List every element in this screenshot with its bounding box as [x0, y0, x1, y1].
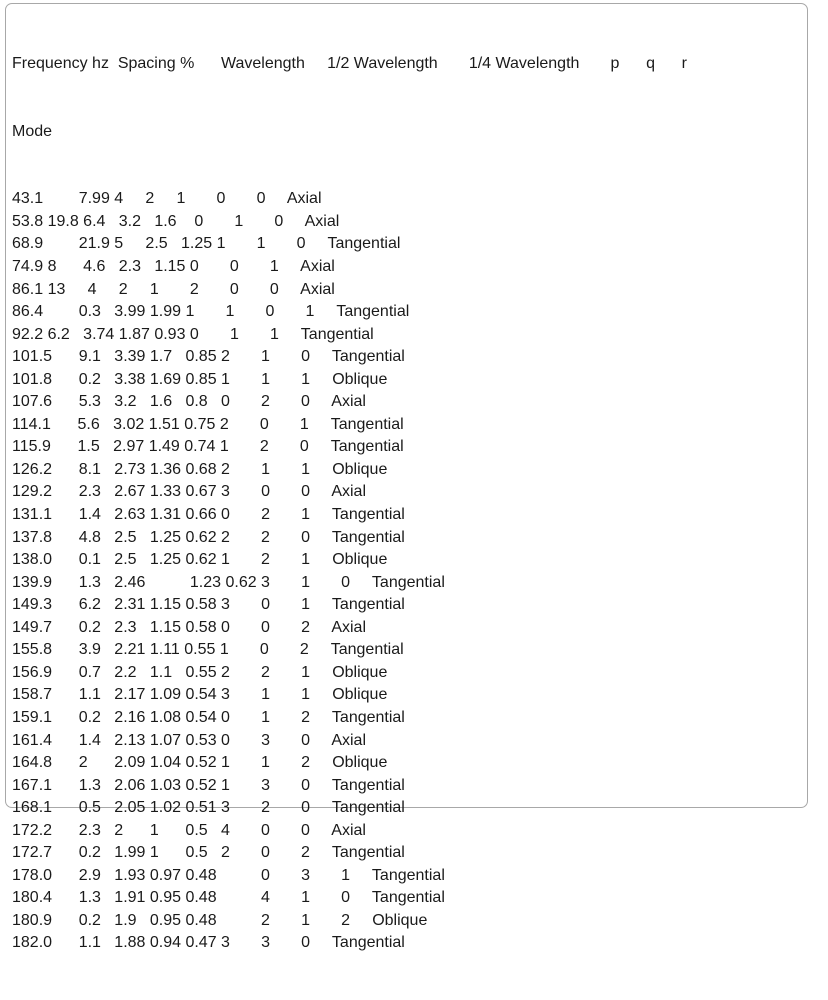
- table-row: 101.8 0.2 3.38 1.69 0.85 1 1 1 Oblique: [12, 370, 388, 388]
- table-row: 129.2 2.3 2.67 1.33 0.67 3 0 0 Axial: [12, 483, 366, 501]
- table-row: 158.7 1.1 2.17 1.09 0.54 3 1 1 Oblique: [12, 686, 388, 704]
- table-row: 161.4 1.4 2.13 1.07 0.53 0 3 0 Axial: [12, 731, 366, 749]
- text-view-frame[interactable]: [5, 3, 808, 952]
- table-row: 156.9 0.7 2.2 1.1 0.55 2 2 1 Oblique: [12, 663, 388, 681]
- table-row: 114.1 5.6 3.02 1.51 0.75 2 0 1 Tangential: [12, 415, 404, 433]
- table-row: 43.1 7.99 4 2 1 0 0 Axial: [12, 190, 322, 208]
- table-row: 167.1 1.3 2.06 1.03 0.52 1 3 0 Tangential: [12, 776, 405, 794]
- table-row: 107.6 5.3 3.2 1.6 0.8 0 2 0 Axial: [12, 393, 366, 411]
- table-row: 172.7 0.2 1.99 1 0.5 2 0 2 Tangential: [12, 844, 405, 862]
- table-row: 180.4 1.3 1.91 0.95 0.48 4 1 0 Tangential: [12, 889, 445, 907]
- table-row: 131.1 1.4 2.63 1.31 0.66 0 2 1 Tangential: [12, 506, 405, 524]
- header-line-mode: Mode: [12, 122, 53, 140]
- table-row: 74.9 8 4.6 2.3 1.15 0 0 1 Axial: [12, 258, 335, 276]
- table-row: 168.1 0.5 2.05 1.02 0.51 3 2 0 Tangential: [12, 799, 405, 817]
- table-row: 86.1 13 4 2 1 2 0 0 Axial: [12, 280, 335, 298]
- table-row: 138.0 0.1 2.5 1.25 0.62 1 2 1 Oblique: [12, 551, 388, 569]
- table-row: 155.8 3.9 2.21 1.11 0.55 1 0 2 Tangential: [12, 641, 404, 659]
- table-row: 182.0 1.1 1.88 0.94 0.47 3 3 0 Tangential: [12, 934, 405, 952]
- mode-table-text: [12, 8, 807, 952]
- table-row: 149.3 6.2 2.31 1.15 0.58 3 0 1 Tangential: [12, 596, 405, 614]
- table-row: 178.0 2.9 1.93 0.97 0.48 0 3 1 Tangential: [12, 866, 445, 884]
- table-row: 68.9 21.9 5 2.5 1.25 1 1 0 Tangential: [12, 235, 401, 253]
- table-row: 92.2 6.2 3.74 1.87 0.93 0 1 1 Tangential: [12, 325, 374, 343]
- table-row: 137.8 4.8 2.5 1.25 0.62 2 2 0 Tangential: [12, 528, 405, 546]
- header-line: Frequency hz Spacing % Wavelength 1/2 Wavelength 1/4 Wavelength p q r: [12, 55, 687, 73]
- table-row: 115.9 1.5 2.97 1.49 0.74 1 2 0 Tangential: [12, 438, 404, 456]
- table-row: 139.9 1.3 2.46 1.23 0.62 3 1 0 Tangential: [12, 573, 445, 591]
- table-row: 149.7 0.2 2.3 1.15 0.58 0 0 2 Axial: [12, 618, 366, 636]
- table-row: 164.8 2 2.09 1.04 0.52 1 1 2 Oblique: [12, 754, 388, 772]
- table-row: 126.2 8.1 2.73 1.36 0.68 2 1 1 Oblique: [12, 460, 388, 478]
- table-row: 159.1 0.2 2.16 1.08 0.54 0 1 2 Tangential: [12, 708, 405, 726]
- table-row: 172.2 2.3 2 1 0.5 4 0 0 Axial: [12, 821, 366, 839]
- table-row: 101.5 9.1 3.39 1.7 0.85 2 1 0 Tangential: [12, 348, 405, 366]
- table-row: 53.8 19.8 6.4 3.2 1.6 0 1 0 Axial: [12, 212, 340, 230]
- table-row: 180.9 0.2 1.9 0.95 0.48 2 1 2 Oblique: [12, 911, 428, 929]
- table-row: 86.4 0.3 3.99 1.99 1 1 0 1 Tangential: [12, 303, 410, 321]
- rows-container: [12, 188, 807, 955]
